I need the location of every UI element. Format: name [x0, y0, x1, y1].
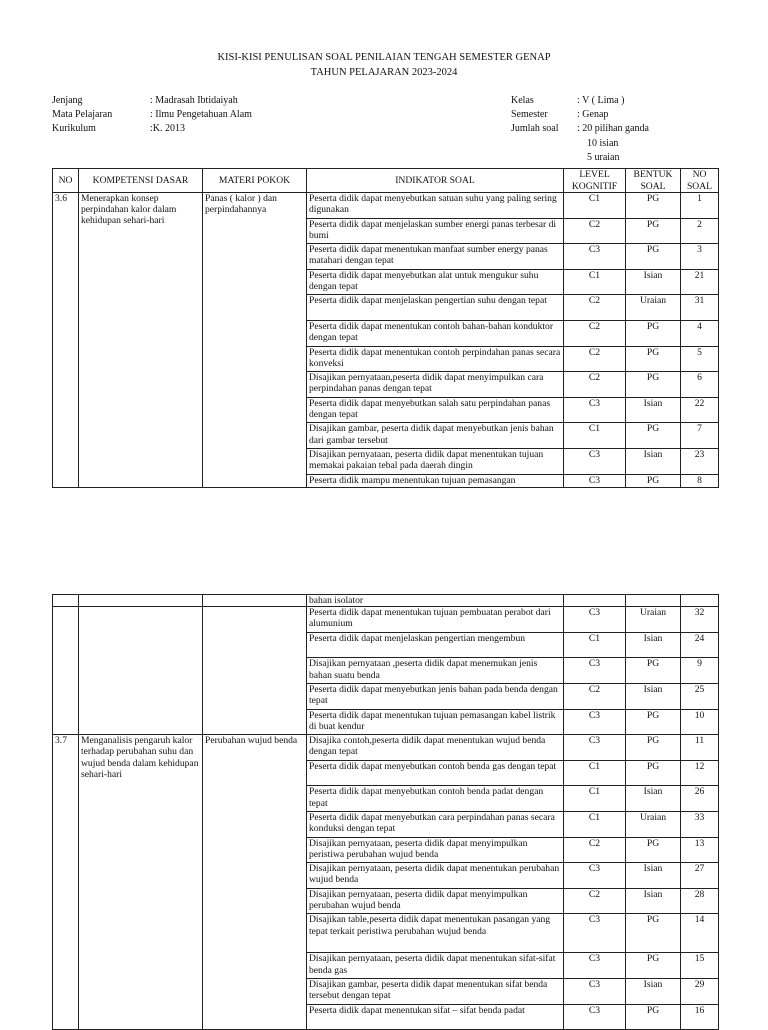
- materi-pokok-cell: [203, 607, 307, 735]
- header-materi-pokok: MATERI POKOK: [203, 169, 307, 193]
- indikator-cell: Disajikan pernyataan, peserta didik dapat menyimpulkan peristiwa perubahan wujud benda: [307, 837, 564, 863]
- indikator-cell: Peserta didik mampu menentukan tujuan pemasangan: [307, 474, 564, 487]
- no-soal-cell: 25: [681, 684, 719, 710]
- no-soal-cell: 12: [681, 760, 719, 786]
- indikator-cell: Peserta didik dapat menyebutkan satuan suhu yang paling sering digunakan: [307, 193, 564, 219]
- table-row: [53, 735, 719, 761]
- meta-label: Kelas: [511, 95, 534, 106]
- document-title: KISI-KISI PENULISAN SOAL PENILAIAN TENGAH SEMESTER GENAP: [217, 52, 551, 63]
- kompetensi-dasar-cell: Menerapkan konsep perpindahan kalor dalam kehidupan sehari-hari: [79, 193, 203, 488]
- meta-label: Kurikulum: [52, 123, 96, 135]
- level-cell: C3: [564, 953, 626, 979]
- table-row: [53, 607, 719, 633]
- bentuk-cell: PG: [626, 735, 681, 761]
- document-subtitle: TAHUN PELAJARAN 2023-2024: [310, 67, 458, 78]
- bentuk-cell: PG: [626, 218, 681, 244]
- materi-pokok-cell: [203, 595, 307, 607]
- bentuk-cell: Isian: [626, 684, 681, 710]
- level-cell: C2: [564, 295, 626, 321]
- indikator-cell: Disajika contoh,peserta didik dapat menentukan wujud benda dengan tepat: [307, 735, 564, 761]
- level-cell: C2: [564, 372, 626, 398]
- level-cell: C1: [564, 269, 626, 295]
- bentuk-cell: PG: [626, 423, 681, 449]
- level-cell: C3: [564, 607, 626, 633]
- bentuk-cell: PG: [626, 914, 681, 953]
- bentuk-cell: PG: [626, 1004, 681, 1030]
- bentuk-cell: PG: [626, 320, 681, 346]
- bentuk-cell: Uraian: [626, 295, 681, 321]
- no-soal-cell: 27: [681, 863, 719, 889]
- no-soal-cell: [681, 595, 719, 607]
- header-bentuk-soal: BENTUK SOAL: [626, 169, 681, 193]
- level-cell: C1: [564, 786, 626, 812]
- meta-value: 5 uraian: [587, 151, 620, 163]
- no-soal-cell: 11: [681, 735, 719, 761]
- no-soal-cell: 29: [681, 978, 719, 1004]
- bentuk-cell: [626, 595, 681, 607]
- level-cell: C2: [564, 684, 626, 710]
- bentuk-cell: Isian: [626, 888, 681, 914]
- indikator-cell: Peserta didik dapat menentukan tujuan pemasangan kabel listrik di buat kendur: [307, 709, 564, 735]
- no-soal-cell: 26: [681, 786, 719, 812]
- meta-value: : Madrasah Ibtidaiyah: [150, 95, 238, 106]
- no-soal-cell: 15: [681, 953, 719, 979]
- no-soal-cell: 13: [681, 837, 719, 863]
- no-soal-cell: 16: [681, 1004, 719, 1030]
- header-no: NO: [53, 169, 79, 193]
- meta-label: Mata Pelajaran: [52, 109, 113, 121]
- bentuk-cell: Isian: [626, 448, 681, 474]
- no-soal-cell: 3: [681, 244, 719, 270]
- bentuk-cell: Isian: [626, 269, 681, 295]
- indikator-cell: Peserta didik dapat menjelaskan sumber energi panas terbesar di bumi: [307, 218, 564, 244]
- level-cell: C3: [564, 735, 626, 761]
- bentuk-cell: PG: [626, 372, 681, 398]
- meta-row: [52, 109, 252, 123]
- meta-row: [52, 95, 252, 109]
- meta-value: :K. 2013: [150, 123, 185, 135]
- kisi-kisi-table-page-1: [52, 168, 719, 488]
- kompetensi-dasar-cell: [79, 607, 203, 735]
- level-cell: C2: [564, 320, 626, 346]
- indikator-cell: Peserta didik dapat menentukan tujuan pembuatan perabot dari alumunium: [307, 607, 564, 633]
- kd-number-cell: 3.7: [53, 735, 79, 1030]
- bentuk-cell: PG: [626, 658, 681, 684]
- indikator-cell: Peserta didik dapat menyebutkan salah satu perpindahan panas dengan tepat: [307, 397, 564, 423]
- level-cell: C3: [564, 448, 626, 474]
- level-cell: C1: [564, 760, 626, 786]
- indikator-cell: Peserta didik dapat menyebutkan alat untuk mengukur suhu dengan tepat: [307, 269, 564, 295]
- no-soal-cell: 7: [681, 423, 719, 449]
- meta-row: [511, 123, 649, 137]
- level-cell: C3: [564, 244, 626, 270]
- no-soal-cell: 8: [681, 474, 719, 487]
- bentuk-cell: PG: [626, 709, 681, 735]
- indikator-cell: Disajikan pernyataan, peserta didik dapat menentukan perubahan wujud benda: [307, 863, 564, 889]
- meta-right: [511, 95, 649, 166]
- meta-row: [511, 95, 649, 109]
- meta-value: : V ( Lima ): [577, 95, 625, 106]
- meta-row: [511, 109, 649, 123]
- meta-row: [52, 123, 252, 137]
- level-cell: C1: [564, 811, 626, 837]
- no-soal-cell: 31: [681, 295, 719, 321]
- no-soal-cell: 28: [681, 888, 719, 914]
- materi-pokok-cell: Perubahan wujud benda: [203, 735, 307, 1030]
- bentuk-cell: Isian: [626, 397, 681, 423]
- kompetensi-dasar-cell: Menganalisis pengaruh kalor terhadap perubahan suhu dan wujud benda dalam kehidupan sehari-hari: [79, 735, 203, 1030]
- table-row: [53, 595, 719, 607]
- no-soal-cell: 33: [681, 811, 719, 837]
- bentuk-cell: PG: [626, 760, 681, 786]
- bentuk-cell: Isian: [626, 632, 681, 658]
- level-cell: C3: [564, 914, 626, 953]
- bentuk-cell: PG: [626, 474, 681, 487]
- level-cell: C3: [564, 474, 626, 487]
- no-soal-cell: 23: [681, 448, 719, 474]
- level-cell: C3: [564, 978, 626, 1004]
- indikator-cell: Disajikan pernyataan ,peserta didik dapat menemukan jenis bahan suatu benda: [307, 658, 564, 684]
- indikator-cell: Peserta didik dapat menentukan contoh perpindahan panas secara konveksi: [307, 346, 564, 372]
- indikator-cell: Peserta didik dapat menyebutkan contoh benda gas dengan tepat: [307, 760, 564, 786]
- no-soal-cell: 2: [681, 218, 719, 244]
- level-cell: C3: [564, 397, 626, 423]
- kd-number-cell: [53, 607, 79, 735]
- bentuk-cell: PG: [626, 953, 681, 979]
- meta-label: Jenjang: [52, 95, 83, 106]
- bentuk-cell: PG: [626, 193, 681, 219]
- indikator-cell: bahan isolator: [307, 595, 564, 607]
- no-soal-cell: 24: [681, 632, 719, 658]
- bentuk-cell: Uraian: [626, 811, 681, 837]
- meta-left: [52, 95, 252, 138]
- no-soal-cell: 32: [681, 607, 719, 633]
- level-cell: C1: [564, 632, 626, 658]
- no-soal-cell: 14: [681, 914, 719, 953]
- header-no-soal: NO SOAL: [681, 169, 719, 193]
- meta-label: Semester: [511, 109, 548, 121]
- header-level-kognitif: LEVEL KOGNITIF: [564, 169, 626, 193]
- no-soal-cell: 10: [681, 709, 719, 735]
- level-cell: C2: [564, 218, 626, 244]
- indikator-cell: Peserta didik dapat menentukan contoh bahan-bahan konduktor dengan tepat: [307, 320, 564, 346]
- meta-value: : Ilmu Pengetahuan Alam: [150, 109, 252, 121]
- meta-value: : Genap: [577, 109, 609, 121]
- indikator-cell: Disajikan pernyataan, peserta didik dapat menentukan sifat-sifat benda gas: [307, 953, 564, 979]
- meta-label: Jumlah soal: [511, 123, 559, 135]
- meta-value: : 20 pilihan ganda: [577, 123, 649, 135]
- kd-number-cell: [53, 595, 79, 607]
- level-cell: C3: [564, 863, 626, 889]
- meta-row: [511, 138, 649, 152]
- no-soal-cell: 21: [681, 269, 719, 295]
- bentuk-cell: PG: [626, 837, 681, 863]
- level-cell: C2: [564, 837, 626, 863]
- kompetensi-dasar-cell: [79, 595, 203, 607]
- bentuk-cell: PG: [626, 346, 681, 372]
- no-soal-cell: 9: [681, 658, 719, 684]
- bentuk-cell: PG: [626, 244, 681, 270]
- materi-pokok-cell: Panas ( kalor ) dan perpindahannya: [203, 193, 307, 488]
- meta-value: 10 isian: [587, 137, 619, 149]
- no-soal-cell: 6: [681, 372, 719, 398]
- indikator-cell: Peserta didik dapat menjelaskan pengertian suhu dengan tepat: [307, 295, 564, 321]
- indikator-cell: Disajikan gambar, peserta didik dapat menyebutkan jenis bahan dari gambar tersebut: [307, 423, 564, 449]
- level-cell: C1: [564, 193, 626, 219]
- indikator-cell: Disajikan pernyataan, peserta didik dapat menentukan tujuan memakai pakaian tebal pada daerah dingin: [307, 448, 564, 474]
- indikator-cell: Disajikan table,peserta didik dapat menentukan pasangan yang tepat terkait peristiwa perubahan wujud benda: [307, 914, 564, 953]
- level-cell: C3: [564, 1004, 626, 1030]
- no-soal-cell: 1: [681, 193, 719, 219]
- level-cell: C3: [564, 709, 626, 735]
- kisi-kisi-table-page-2: [52, 594, 719, 1030]
- level-cell: C3: [564, 658, 626, 684]
- indikator-cell: Peserta didik dapat menyebutkan cara perpindahan panas secara konduksi dengan tepat: [307, 811, 564, 837]
- level-cell: C1: [564, 423, 626, 449]
- kd-number-cell: 3.6: [53, 193, 79, 488]
- bentuk-cell: Isian: [626, 863, 681, 889]
- indikator-cell: Disajikan pernyataan, peserta didik dapat menyimpulkan perubahan wujud benda: [307, 888, 564, 914]
- indikator-cell: Peserta didik dapat menentukan sifat – sifat benda padat: [307, 1004, 564, 1030]
- no-soal-cell: 22: [681, 397, 719, 423]
- no-soal-cell: 5: [681, 346, 719, 372]
- indikator-cell: Peserta didik dapat menjelaskan pengertian mengembun: [307, 632, 564, 658]
- level-cell: [564, 595, 626, 607]
- bentuk-cell: Uraian: [626, 607, 681, 633]
- level-cell: C2: [564, 346, 626, 372]
- indikator-cell: Peserta didik dapat menyebutkan contoh benda padat dengan tepat: [307, 786, 564, 812]
- indikator-cell: Peserta didik dapat menentukan manfaat sumber energy panas matahari dengan tepat: [307, 244, 564, 270]
- header-indikator-soal: INDIKATOR SOAL: [307, 169, 564, 193]
- table-row: [53, 193, 719, 219]
- indikator-cell: Disajikan gambar, peserta didik dapat menentukan sifat benda tersebut dengan tepat: [307, 978, 564, 1004]
- bentuk-cell: Isian: [626, 786, 681, 812]
- no-soal-cell: 4: [681, 320, 719, 346]
- indikator-cell: Peserta didik dapat menyebutkan jenis bahan pada benda dengan tepat: [307, 684, 564, 710]
- indikator-cell: Disajikan pernyataan,peserta didik dapat menyimpulkan cara perpindahan panas dengan tepat: [307, 372, 564, 398]
- level-cell: C2: [564, 888, 626, 914]
- bentuk-cell: Isian: [626, 978, 681, 1004]
- meta-row: [511, 152, 649, 166]
- header-kompetensi-dasar: KOMPETENSI DASAR: [79, 169, 203, 193]
